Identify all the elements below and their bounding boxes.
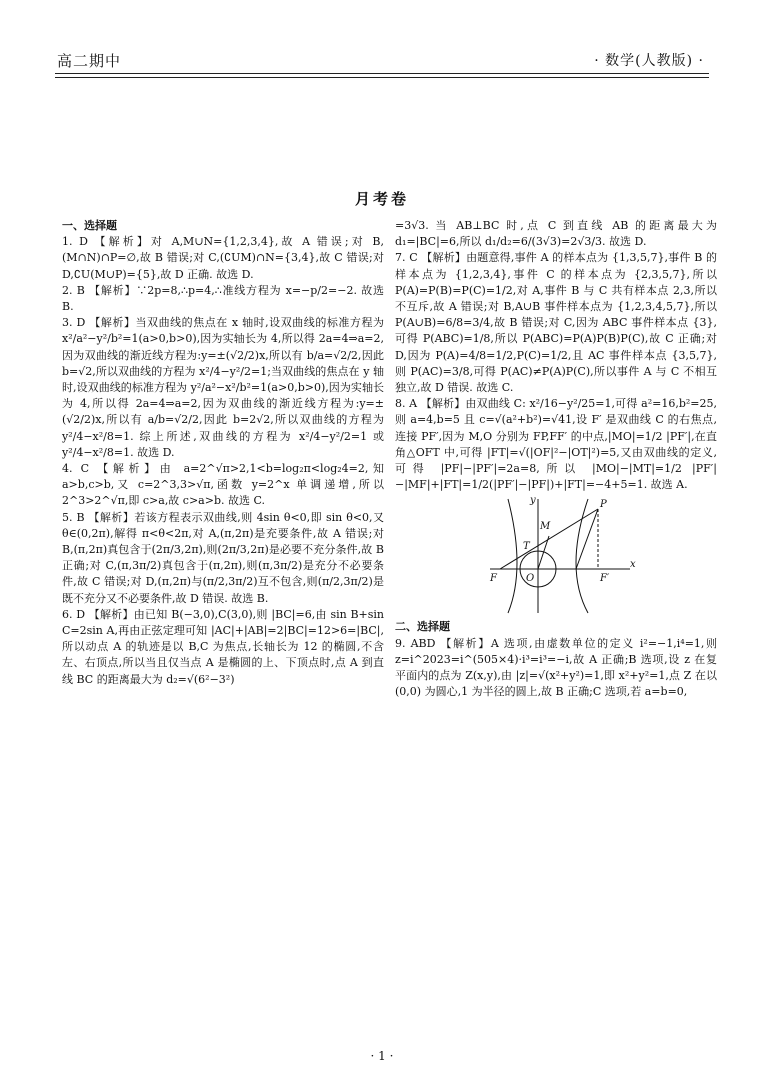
answer-item-4: 4. C 【解析】由 a=2^√π>2,1<b=log₂π<log₂4=2,知 a>b,c>b,又 c=2^3,3>√π,函数 y=2^x 单调递增,所以 2^3>2^√π,即 c>a,故 c>a>b. 故选 C. bbox=[62, 462, 384, 508]
answer-item-6: 6. D 【解析】由已知 B(−3,0),C(3,0),则 |BC|=6,由 sin B+sin C=2sin A,再由正弦定理可知 |AC|+|AB|=2|BC|=12>6=|BC|,所以动点 A 的轨迹是以 B,C 为焦点,长轴长为 12 的椭圆,不含左、右顶点,所以当且仅当点 A 是椭圆的上、下顶点时,点 A 到直线 BC 的距离最大为 d₂=√(6²−3²) bbox=[62, 607, 384, 686]
answer-item-5: 5. B 【解析】若该方程表示双曲线,则 4sin θ<0,即 sin θ<0,又 θ∈(0,2π),解得 π<θ<2π,对 A,(π,2π)是充要条件,故 A 错误;对 B,(π,2π)真包含于(2π/3,2π),则(2π/3,2π)是必要不充分条件,故 B 正确;对 C,(π,3π/2)真包含于(π,2π),则(π,3π/2)是充分不必要条件,故 C 错误;对 D,(π,2π)与(π/2,3π/2)互不包含,则(π/2,3π/2)是既不充分又不必要条件,故 D 错误. 故选 B. bbox=[62, 510, 384, 605]
label-O: O bbox=[526, 573, 535, 585]
label-T: T bbox=[523, 541, 530, 553]
page-number: · 1 · bbox=[370, 1049, 394, 1063]
answer-item-1: 1. D 【解析】对 A,M∪N={1,2,3,4},故 A 错误;对 B,(M∩N)∩P=∅,故 B 错误;对 C,(∁UM)∩N={3,4},故 C 错误;对 D,∁U(M∪P)={5},故 D 正确. 故选 D. bbox=[62, 235, 384, 281]
answer-item-3: 3. D 【解析】当双曲线的焦点在 x 轴时,设双曲线的标准方程为 x²/a²−y²/b²=1(a>0,b>0),因为实轴长为 4,所以得 2a=4⇒a=2,因为双曲线的渐近线方程为:y=±(√2/2)x,所以有 b/a=√2/2,因此 b=√2,所以双曲线的方程为 x²/4−y²/2=1;当双曲线的焦点在 y 轴时,设双曲线的标准方程为 y²/a²−x²/b²=1(a>0,b>0),因为实轴长为 4,所以得 2a=4⇒a=2,因为双曲线的渐近线方程为:y=±(√2/2)x,所以有 a/b=√2/2,因此 b=2√2,所以双曲线的方程为 y²/4−x²/8=1. 综上所述,双曲线的方程为 x²/4−y²/2=1 或 y²/4−x²/8=1. 故选 D. bbox=[62, 316, 384, 459]
section-heading-2: 二、选择题 bbox=[395, 620, 450, 634]
line-FP bbox=[500, 509, 598, 569]
label-F2: F′ bbox=[600, 573, 610, 585]
answer-item-9: 9. ABD 【解析】A 选项,由虚数单位的定义 i²=−1,i⁴=1,则 z=i^2023=i^(505×4)·i³=i³=−i,故 A 正确;B 选项,设 z 在复平面内的点为 Z(x,y),由 |z|=√(x²+y²)=1,即 x²+y²=1,点 Z 在以 (0,0) 为圆心,1 为半径的圆上,故 B 正确;C 选项,若 a=b=0, bbox=[395, 636, 717, 699]
page-title: 月考卷 bbox=[354, 190, 409, 208]
hyperbola-figure bbox=[480, 495, 640, 615]
right-column bbox=[395, 218, 717, 700]
answer-item-6-cont: =3√3. 当 AB⊥BC 时,点 C 到直线 AB 的距离最大为 d₁=|BC|=6,所以 d₁/d₂=6/(3√3)=2√3/3. 故选 D. bbox=[395, 219, 717, 249]
label-P: P bbox=[600, 499, 607, 511]
section-heading: 一、选择题 bbox=[62, 219, 117, 232]
header-left: 高二期中 bbox=[57, 52, 122, 70]
label-y: y bbox=[530, 495, 536, 507]
label-x: x bbox=[630, 559, 636, 571]
answer-item-8: 8. A 【解析】由双曲线 C: x²/16−y²/25=1,可得 a²=16,b²=25,则 a=4,b=5 且 c=√(a²+b²)=√41,设 F′ 是双曲线 C 的右焦点,连接 PF′,因为 M,O 分别为 FP,FF′ 的中点,|MO|=1/2 |PF′|,在直角△OFT 中,可得 |FT|=√(|OF|²−|OT|²)=5,又由双曲线的定义,可得 |PF|−|PF′|=2a=8,所以 |MO|−|MT|=1/2 |PF′|−|MF|+|FT|=1/2(|PF′|−|PF|)+|FT|=−4+5=1. 故选 A. bbox=[395, 397, 717, 492]
line-PF2 bbox=[576, 509, 598, 569]
label-F: F bbox=[490, 573, 497, 585]
header-rule-thin bbox=[55, 77, 709, 78]
header-rule bbox=[55, 73, 709, 74]
left-branch bbox=[508, 499, 517, 613]
answer-item-2: 2. B 【解析】∵2p=8,∴p=4,∴准线方程为 x=−p/2=−2. 故选 B. bbox=[62, 283, 384, 314]
line-OM bbox=[538, 536, 549, 569]
label-M: M bbox=[540, 521, 551, 533]
header-right: · 数学(人教版) · bbox=[594, 53, 704, 69]
answer-item-7: 7. C 【解析】由题意得,事件 A 的样本点为 {1,3,5,7},事件 B 的样本点为 {1,2,3,4},事件 C 的样本点为 {2,3,5,7},所以 P(A)=P(B)=P(C)=1/2,对 A,事件 B 与 C 共有样本点 2,3,所以不互斥,故 A 错误;对 B,A∪B 事件样本点为 {1,2,3,4,5,7},所以 P(A∪B)=6/8=3/4,故 B 错误;对 C,因为 ABC 事件样本点 {3},可得 P(ABC)=1/8,所以 P(ABC)=P(A)P(B)P(C),故 C 正确;对 D,因为 P(A)=4/8=1/2,P(C)=1/2,且 AC 事件样本点 {3,5,7},则 P(AC)=3/8,可得 P(AC)≠P(A)P(C),所以事件 A 与 C 不相互独立,故 D 错误. 故选 C. bbox=[395, 251, 717, 395]
left-column bbox=[62, 218, 384, 688]
